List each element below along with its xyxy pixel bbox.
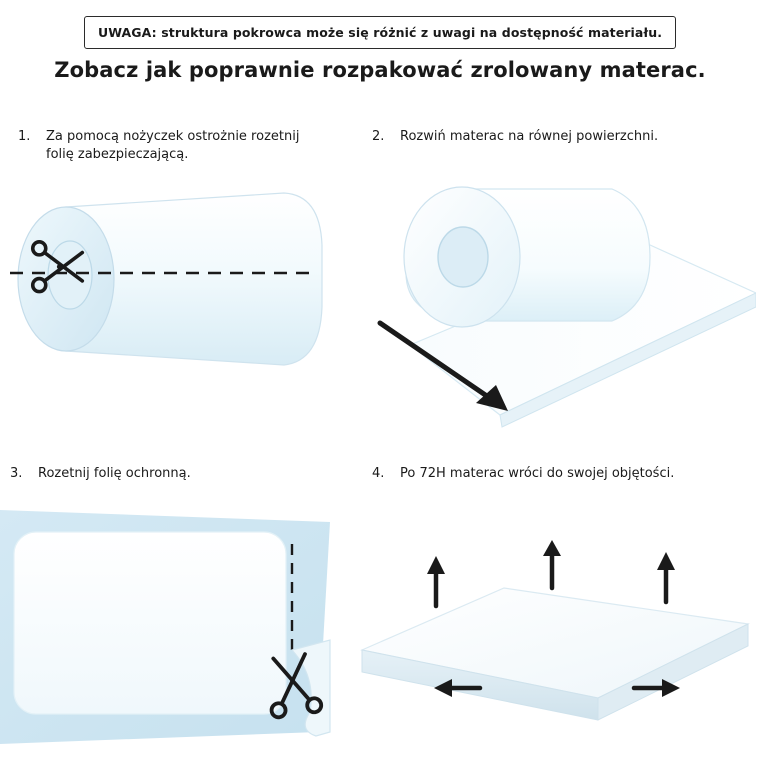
step-1-heading bbox=[18, 128, 318, 163]
step-1-illustration bbox=[4, 175, 334, 415]
roll-inner-hole bbox=[438, 227, 488, 287]
step-4-text: Po 72H materac wróci do swojej objętości. bbox=[400, 466, 675, 481]
rolled-mattress-graphic bbox=[4, 175, 334, 415]
foil-cut-graphic bbox=[0, 500, 346, 760]
step-4-number: 4. bbox=[372, 466, 385, 481]
step-3-text: Rozetnij folię ochronną. bbox=[38, 466, 191, 481]
step-4-heading bbox=[372, 465, 732, 483]
page-title: Zobacz jak poprawnie rozpakować zrolowany materac. bbox=[54, 58, 706, 82]
step-2-illustration bbox=[350, 165, 756, 430]
step-1-number: 1. bbox=[18, 129, 31, 144]
unrolling-mattress-graphic bbox=[350, 165, 756, 430]
step-3-illustration bbox=[0, 500, 346, 760]
expanding-mattress-graphic bbox=[352, 540, 756, 740]
step-3-number: 3. bbox=[10, 466, 23, 481]
step-2-number: 2. bbox=[372, 129, 385, 144]
step-4-illustration bbox=[352, 540, 756, 740]
mattress-flat bbox=[14, 532, 286, 714]
notice-banner bbox=[84, 16, 676, 49]
step-3-heading bbox=[10, 465, 330, 483]
step-2-text: Rozwiń materac na równej powierzchni. bbox=[400, 129, 659, 144]
step-2-heading bbox=[372, 128, 712, 146]
step-1-text: Za pomocą nożyczek ostrożnie rozetnij folię zabezpieczającą. bbox=[46, 129, 300, 162]
notice-text: UWAGA: struktura pokrowca może się różnić z uwagi na dostępność materiału. bbox=[97, 25, 663, 40]
